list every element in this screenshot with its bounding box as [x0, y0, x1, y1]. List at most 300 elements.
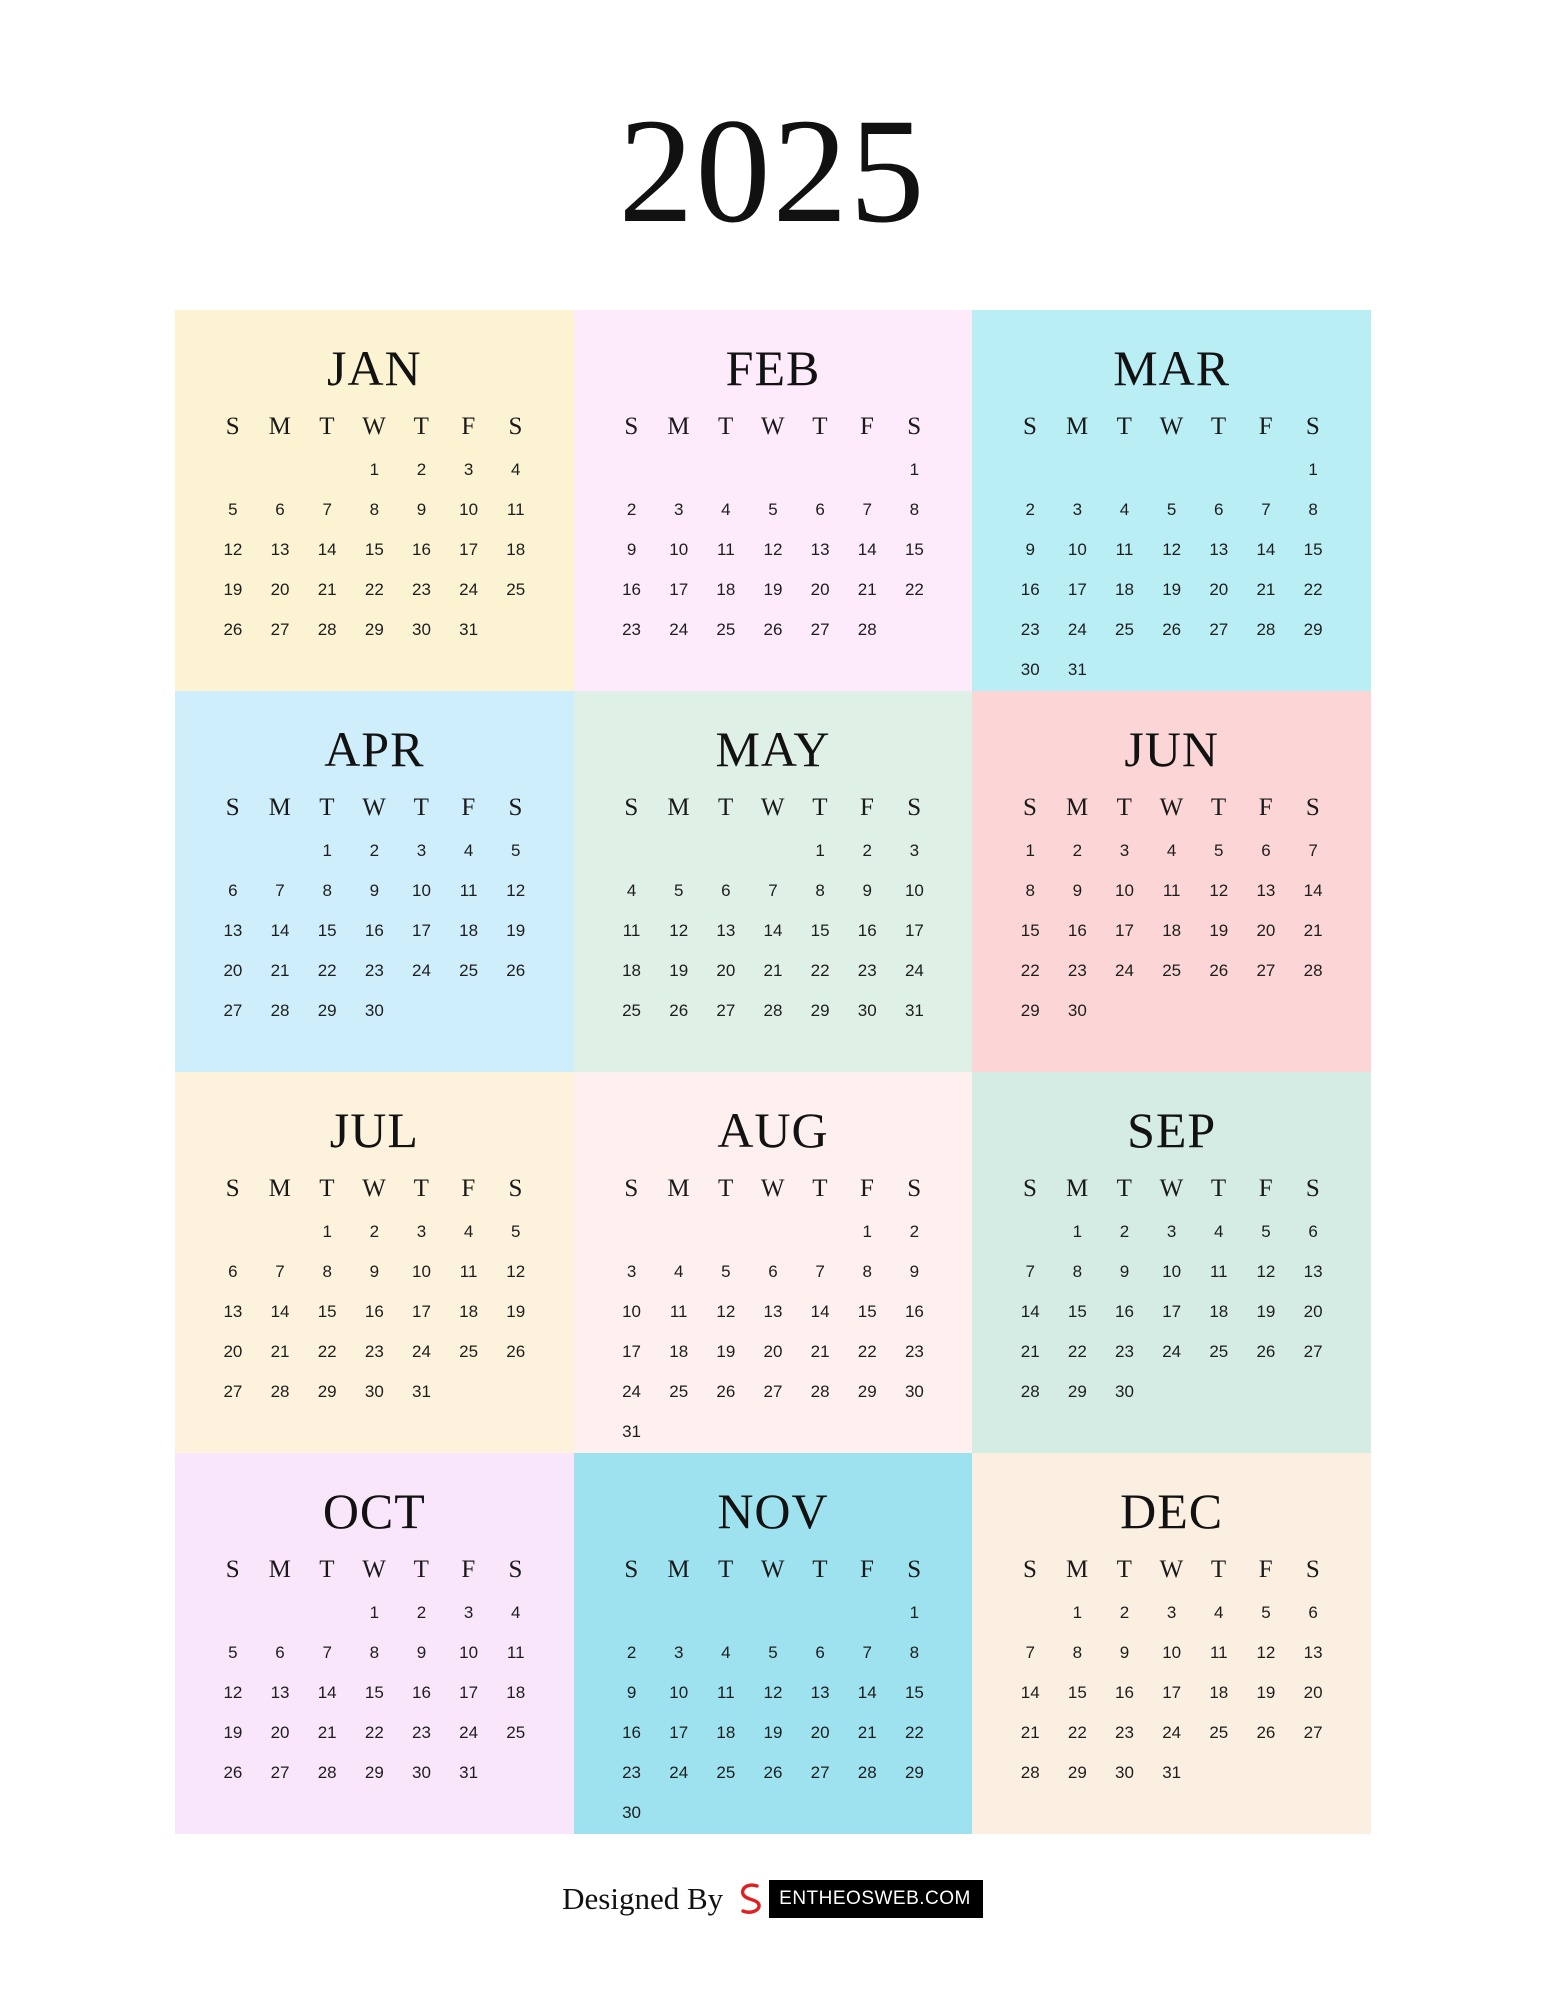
day-cell[interactable]: 28	[763, 1000, 783, 1020]
day-cell[interactable]: 4	[463, 840, 474, 860]
day-cell[interactable]: 25	[1209, 1341, 1229, 1361]
day-cell[interactable]: 16	[857, 920, 877, 940]
day-cell[interactable]: 10	[412, 1261, 431, 1281]
day-cell[interactable]: 30	[1067, 1000, 1087, 1020]
day-cell[interactable]: 7	[275, 1261, 285, 1281]
day-cell[interactable]: 22	[857, 1341, 877, 1361]
day-cell[interactable]: 9	[369, 1261, 380, 1281]
day-cell[interactable]: 29	[317, 1381, 337, 1401]
day-cell[interactable]: 16	[412, 539, 431, 559]
day-cell[interactable]: 17	[669, 1722, 689, 1742]
day-cell[interactable]: 14	[1020, 1682, 1040, 1702]
day-cell[interactable]: 28	[317, 1762, 337, 1782]
day-cell[interactable]: 4	[673, 1261, 684, 1281]
day-cell[interactable]: 15	[1020, 920, 1040, 940]
day-cell[interactable]: 1	[909, 459, 920, 479]
day-cell[interactable]: 16	[412, 1682, 431, 1702]
day-cell[interactable]: 24	[412, 960, 431, 980]
day-cell[interactable]: 3	[626, 1261, 637, 1281]
day-cell[interactable]: 12	[506, 880, 526, 900]
day-cell[interactable]: 14	[317, 1682, 337, 1702]
day-cell[interactable]: 29	[364, 1762, 384, 1782]
day-cell[interactable]: 8	[369, 499, 380, 519]
day-cell[interactable]: 9	[626, 539, 637, 559]
day-cell[interactable]: 8	[1025, 880, 1035, 900]
day-cell[interactable]: 11	[1115, 539, 1134, 559]
day-cell[interactable]: 9	[1025, 539, 1035, 559]
day-cell[interactable]: 17	[669, 579, 689, 599]
day-cell[interactable]: 6	[228, 1261, 238, 1281]
day-cell[interactable]: 13	[223, 920, 243, 940]
day-cell[interactable]: 24	[459, 579, 479, 599]
day-cell[interactable]: 20	[763, 1341, 783, 1361]
day-cell[interactable]: 24	[1115, 960, 1134, 980]
day-cell[interactable]: 30	[412, 619, 431, 639]
day-cell[interactable]: 14	[810, 1301, 830, 1321]
day-cell[interactable]: 28	[857, 1762, 877, 1782]
day-cell[interactable]: 30	[412, 1762, 431, 1782]
day-cell[interactable]: 3	[1166, 1221, 1177, 1241]
day-cell[interactable]: 17	[1067, 579, 1087, 599]
day-cell[interactable]: 27	[1303, 1341, 1323, 1361]
day-cell[interactable]: 20	[810, 1722, 830, 1742]
day-cell[interactable]: 25	[459, 960, 479, 980]
day-cell[interactable]: 21	[810, 1341, 830, 1361]
day-cell[interactable]: 7	[862, 1642, 872, 1662]
day-cell[interactable]: 23	[622, 619, 642, 639]
day-cell[interactable]: 27	[270, 619, 290, 639]
day-cell[interactable]: 8	[1308, 499, 1318, 519]
day-cell[interactable]: 29	[1020, 1000, 1040, 1020]
day-cell[interactable]: 27	[1303, 1722, 1323, 1742]
day-cell[interactable]: 10	[1162, 1261, 1182, 1281]
day-cell[interactable]: 21	[857, 1722, 877, 1742]
day-cell[interactable]: 3	[1166, 1602, 1177, 1622]
day-cell[interactable]: 7	[322, 499, 332, 519]
day-cell[interactable]: 11	[506, 499, 525, 519]
day-cell[interactable]: 24	[904, 960, 924, 980]
day-cell[interactable]: 3	[1119, 840, 1130, 860]
day-cell[interactable]: 5	[673, 880, 684, 900]
day-cell[interactable]: 23	[1067, 960, 1087, 980]
day-cell[interactable]: 29	[904, 1762, 924, 1782]
day-cell[interactable]: 16	[622, 579, 642, 599]
day-cell[interactable]: 31	[622, 1421, 642, 1441]
day-cell[interactable]: 11	[669, 1301, 688, 1321]
day-cell[interactable]: 26	[506, 1341, 526, 1361]
day-cell[interactable]: 11	[717, 1682, 735, 1702]
day-cell[interactable]: 19	[669, 960, 689, 980]
day-cell[interactable]: 15	[364, 539, 384, 559]
day-cell[interactable]: 21	[857, 579, 877, 599]
day-cell[interactable]: 7	[275, 880, 285, 900]
day-cell[interactable]: 17	[459, 539, 479, 559]
day-cell[interactable]: 19	[716, 1341, 736, 1361]
day-cell[interactable]: 6	[275, 499, 285, 519]
day-cell[interactable]: 14	[857, 539, 877, 559]
day-cell[interactable]: 12	[1162, 539, 1182, 559]
day-cell[interactable]: 13	[810, 1682, 830, 1702]
day-cell[interactable]: 14	[270, 1301, 290, 1321]
day-cell[interactable]: 8	[1072, 1642, 1083, 1662]
day-cell[interactable]: 5	[228, 1642, 238, 1662]
day-cell[interactable]: 31	[1162, 1762, 1182, 1782]
day-cell[interactable]: 24	[669, 619, 689, 639]
day-cell[interactable]: 7	[322, 1642, 332, 1662]
day-cell[interactable]: 5	[511, 1221, 521, 1241]
day-cell[interactable]: 9	[1072, 880, 1083, 900]
day-cell[interactable]: 13	[763, 1301, 783, 1321]
day-cell[interactable]: 8	[909, 1642, 920, 1662]
day-cell[interactable]: 3	[1072, 499, 1083, 519]
day-cell[interactable]: 22	[364, 1722, 384, 1742]
day-cell[interactable]: 23	[412, 1722, 431, 1742]
day-cell[interactable]: 1	[1072, 1221, 1083, 1241]
day-cell[interactable]: 7	[1025, 1261, 1035, 1281]
day-cell[interactable]: 5	[511, 840, 521, 860]
day-cell[interactable]: 20	[810, 579, 830, 599]
day-cell[interactable]: 3	[673, 1642, 684, 1662]
day-cell[interactable]: 14	[1020, 1301, 1040, 1321]
day-cell[interactable]: 3	[673, 499, 684, 519]
day-cell[interactable]: 12	[223, 539, 243, 559]
day-cell[interactable]: 26	[223, 1762, 243, 1782]
day-cell[interactable]: 13	[270, 1682, 290, 1702]
day-cell[interactable]: 21	[1020, 1341, 1040, 1361]
day-cell[interactable]: 11	[1162, 880, 1181, 900]
day-cell[interactable]: 2	[369, 1221, 380, 1241]
day-cell[interactable]: 26	[1209, 960, 1229, 980]
day-cell[interactable]: 29	[1067, 1381, 1087, 1401]
day-cell[interactable]: 16	[622, 1722, 642, 1742]
day-cell[interactable]: 2	[1025, 499, 1035, 519]
day-cell[interactable]: 7	[862, 499, 872, 519]
day-cell[interactable]: 14	[763, 920, 783, 940]
day-cell[interactable]: 18	[669, 1341, 689, 1361]
day-cell[interactable]: 13	[716, 920, 736, 940]
day-cell[interactable]: 28	[1256, 619, 1276, 639]
day-cell[interactable]: 17	[904, 920, 924, 940]
day-cell[interactable]: 4	[1214, 1221, 1224, 1241]
day-cell[interactable]: 26	[506, 960, 526, 980]
day-cell[interactable]: 22	[810, 960, 830, 980]
day-cell[interactable]: 25	[669, 1381, 689, 1401]
day-cell[interactable]: 20	[1303, 1682, 1323, 1702]
day-cell[interactable]: 12	[506, 1261, 526, 1281]
day-cell[interactable]: 22	[1020, 960, 1040, 980]
day-cell[interactable]: 30	[857, 1000, 877, 1020]
day-cell[interactable]: 31	[459, 619, 479, 639]
day-cell[interactable]: 1	[1072, 1602, 1083, 1622]
day-cell[interactable]: 30	[1115, 1762, 1134, 1782]
day-cell[interactable]: 24	[1067, 619, 1087, 639]
day-cell[interactable]: 17	[1115, 920, 1134, 940]
day-cell[interactable]: 25	[1115, 619, 1134, 639]
day-cell[interactable]: 13	[1209, 539, 1229, 559]
day-cell[interactable]: 27	[716, 1000, 736, 1020]
day-cell[interactable]: 18	[1115, 579, 1134, 599]
day-cell[interactable]: 21	[317, 579, 337, 599]
day-cell[interactable]: 28	[1020, 1381, 1040, 1401]
day-cell[interactable]: 13	[270, 539, 290, 559]
day-cell[interactable]: 22	[317, 960, 337, 980]
day-cell[interactable]: 25	[506, 579, 526, 599]
day-cell[interactable]: 17	[1162, 1301, 1182, 1321]
day-cell[interactable]: 16	[1115, 1682, 1134, 1702]
day-cell[interactable]: 1	[369, 459, 380, 479]
day-cell[interactable]: 11	[717, 539, 735, 559]
day-cell[interactable]: 23	[1020, 619, 1040, 639]
day-cell[interactable]: 18	[459, 920, 479, 940]
day-cell[interactable]: 20	[1256, 920, 1276, 940]
day-cell[interactable]: 24	[412, 1341, 431, 1361]
day-cell[interactable]: 2	[416, 1602, 427, 1622]
day-cell[interactable]: 18	[716, 1722, 736, 1742]
day-cell[interactable]: 21	[1303, 920, 1323, 940]
day-cell[interactable]: 26	[1162, 619, 1182, 639]
day-cell[interactable]: 14	[1256, 539, 1276, 559]
day-cell[interactable]: 10	[669, 539, 689, 559]
day-cell[interactable]: 14	[857, 1682, 877, 1702]
day-cell[interactable]: 17	[622, 1341, 642, 1361]
day-cell[interactable]: 31	[459, 1762, 479, 1782]
day-cell[interactable]: 31	[412, 1381, 431, 1401]
day-cell[interactable]: 18	[1209, 1682, 1229, 1702]
day-cell[interactable]: 18	[506, 1682, 526, 1702]
day-cell[interactable]: 6	[815, 499, 825, 519]
day-cell[interactable]: 5	[1261, 1602, 1271, 1622]
day-cell[interactable]: 3	[463, 1602, 474, 1622]
day-cell[interactable]: 27	[1209, 619, 1229, 639]
day-cell[interactable]: 23	[364, 1341, 384, 1361]
day-cell[interactable]: 2	[1119, 1221, 1130, 1241]
day-cell[interactable]: 21	[763, 960, 783, 980]
day-cell[interactable]: 27	[763, 1381, 783, 1401]
day-cell[interactable]: 17	[459, 1682, 479, 1702]
day-cell[interactable]: 25	[506, 1722, 526, 1742]
day-cell[interactable]: 10	[669, 1682, 689, 1702]
day-cell[interactable]: 17	[412, 920, 431, 940]
day-cell[interactable]: 20	[223, 960, 243, 980]
day-cell[interactable]: 11	[1209, 1642, 1228, 1662]
day-cell[interactable]: 8	[909, 499, 920, 519]
day-cell[interactable]: 28	[1303, 960, 1323, 980]
day-cell[interactable]: 21	[270, 960, 290, 980]
day-cell[interactable]: 19	[1209, 920, 1229, 940]
day-cell[interactable]: 25	[459, 1341, 479, 1361]
day-cell[interactable]: 2	[626, 499, 637, 519]
day-cell[interactable]: 12	[223, 1682, 243, 1702]
day-cell[interactable]: 4	[1214, 1602, 1224, 1622]
day-cell[interactable]: 8	[815, 880, 825, 900]
day-cell[interactable]: 29	[857, 1381, 877, 1401]
day-cell[interactable]: 3	[909, 840, 920, 860]
day-cell[interactable]: 31	[904, 1000, 924, 1020]
day-cell[interactable]: 4	[1166, 840, 1177, 860]
day-cell[interactable]: 20	[1303, 1301, 1323, 1321]
day-cell[interactable]: 23	[857, 960, 877, 980]
day-cell[interactable]: 6	[1308, 1221, 1318, 1241]
day-cell[interactable]: 15	[904, 1682, 924, 1702]
day-cell[interactable]: 19	[1256, 1301, 1276, 1321]
day-cell[interactable]: 25	[716, 1762, 736, 1782]
day-cell[interactable]: 1	[1025, 840, 1035, 860]
day-cell[interactable]: 12	[716, 1301, 736, 1321]
day-cell[interactable]: 4	[463, 1221, 474, 1241]
day-cell[interactable]: 5	[768, 1642, 778, 1662]
day-cell[interactable]: 29	[317, 1000, 337, 1020]
day-cell[interactable]: 15	[810, 920, 830, 940]
day-cell[interactable]: 12	[669, 920, 689, 940]
day-cell[interactable]: 20	[270, 1722, 290, 1742]
day-cell[interactable]: 18	[716, 579, 736, 599]
day-cell[interactable]: 9	[369, 880, 380, 900]
day-cell[interactable]: 5	[1214, 840, 1224, 860]
day-cell[interactable]: 11	[1209, 1261, 1228, 1281]
day-cell[interactable]: 22	[1303, 579, 1323, 599]
day-cell[interactable]: 27	[810, 1762, 830, 1782]
day-cell[interactable]: 10	[459, 1642, 479, 1662]
day-cell[interactable]: 16	[1115, 1301, 1134, 1321]
day-cell[interactable]: 10	[904, 880, 924, 900]
day-cell[interactable]: 12	[1256, 1261, 1276, 1281]
day-cell[interactable]: 24	[459, 1722, 479, 1742]
day-cell[interactable]: 10	[1067, 539, 1087, 559]
day-cell[interactable]: 23	[1115, 1341, 1134, 1361]
day-cell[interactable]: 5	[1166, 499, 1177, 519]
day-cell[interactable]: 10	[412, 880, 431, 900]
day-cell[interactable]: 30	[904, 1381, 924, 1401]
day-cell[interactable]: 29	[1067, 1762, 1087, 1782]
day-cell[interactable]: 30	[1020, 659, 1040, 679]
day-cell[interactable]: 16	[1020, 579, 1040, 599]
day-cell[interactable]: 28	[1020, 1762, 1040, 1782]
day-cell[interactable]: 8	[1072, 1261, 1083, 1281]
day-cell[interactable]: 12	[1256, 1642, 1276, 1662]
day-cell[interactable]: 13	[223, 1301, 243, 1321]
day-cell[interactable]: 7	[815, 1261, 825, 1281]
day-cell[interactable]: 24	[1162, 1722, 1182, 1742]
day-cell[interactable]: 1	[815, 840, 825, 860]
day-cell[interactable]: 1	[322, 1221, 332, 1241]
day-cell[interactable]: 28	[270, 1381, 290, 1401]
day-cell[interactable]: 4	[626, 880, 637, 900]
day-cell[interactable]: 2	[626, 1642, 637, 1662]
day-cell[interactable]: 27	[223, 1381, 243, 1401]
day-cell[interactable]: 22	[317, 1341, 337, 1361]
day-cell[interactable]: 8	[862, 1261, 872, 1281]
day-cell[interactable]: 26	[716, 1381, 736, 1401]
day-cell[interactable]: 2	[369, 840, 380, 860]
day-cell[interactable]: 30	[1115, 1381, 1134, 1401]
day-cell[interactable]: 30	[364, 1381, 384, 1401]
day-cell[interactable]: 27	[810, 619, 830, 639]
day-cell[interactable]: 18	[459, 1301, 479, 1321]
day-cell[interactable]: 21	[270, 1341, 290, 1361]
day-cell[interactable]: 11	[459, 1261, 478, 1281]
day-cell[interactable]: 26	[223, 619, 243, 639]
day-cell[interactable]: 14	[1303, 880, 1323, 900]
day-cell[interactable]: 11	[622, 920, 641, 940]
day-cell[interactable]: 22	[1067, 1722, 1087, 1742]
day-cell[interactable]: 5	[721, 1261, 731, 1281]
day-cell[interactable]: 21	[317, 1722, 337, 1742]
day-cell[interactable]: 4	[511, 1602, 521, 1622]
day-cell[interactable]: 18	[622, 960, 642, 980]
day-cell[interactable]: 16	[1067, 920, 1087, 940]
day-cell[interactable]: 1	[369, 1602, 380, 1622]
day-cell[interactable]: 5	[1261, 1221, 1271, 1241]
day-cell[interactable]: 8	[322, 880, 332, 900]
day-cell[interactable]: 3	[463, 459, 474, 479]
day-cell[interactable]: 15	[317, 1301, 337, 1321]
day-cell[interactable]: 16	[904, 1301, 924, 1321]
day-cell[interactable]: 18	[506, 539, 526, 559]
day-cell[interactable]: 9	[1119, 1261, 1130, 1281]
day-cell[interactable]: 13	[1303, 1642, 1323, 1662]
day-cell[interactable]: 26	[1256, 1722, 1276, 1742]
day-cell[interactable]: 7	[1308, 840, 1318, 860]
day-cell[interactable]: 8	[322, 1261, 332, 1281]
day-cell[interactable]: 19	[763, 1722, 783, 1742]
day-cell[interactable]: 29	[364, 619, 384, 639]
day-cell[interactable]: 22	[364, 579, 384, 599]
day-cell[interactable]: 26	[763, 619, 783, 639]
day-cell[interactable]: 19	[223, 1722, 243, 1742]
day-cell[interactable]: 15	[317, 920, 337, 940]
day-cell[interactable]: 1	[909, 1602, 920, 1622]
day-cell[interactable]: 20	[270, 579, 290, 599]
day-cell[interactable]: 12	[763, 539, 783, 559]
day-cell[interactable]: 18	[1162, 920, 1182, 940]
day-cell[interactable]: 22	[904, 1722, 924, 1742]
day-cell[interactable]: 16	[364, 1301, 384, 1321]
day-cell[interactable]: 6	[768, 1261, 778, 1281]
day-cell[interactable]: 9	[416, 1642, 427, 1662]
day-cell[interactable]: 27	[270, 1762, 290, 1782]
day-cell[interactable]: 22	[1067, 1341, 1087, 1361]
day-cell[interactable]: 20	[1209, 579, 1229, 599]
day-cell[interactable]: 26	[669, 1000, 689, 1020]
day-cell[interactable]: 12	[763, 1682, 783, 1702]
day-cell[interactable]: 5	[768, 499, 778, 519]
day-cell[interactable]: 30	[364, 1000, 384, 1020]
day-cell[interactable]: 6	[1214, 499, 1224, 519]
day-cell[interactable]: 11	[506, 1642, 525, 1662]
day-cell[interactable]: 18	[1209, 1301, 1229, 1321]
day-cell[interactable]: 10	[1115, 880, 1134, 900]
day-cell[interactable]: 26	[1256, 1341, 1276, 1361]
day-cell[interactable]: 6	[275, 1642, 285, 1662]
day-cell[interactable]: 6	[228, 880, 238, 900]
day-cell[interactable]: 6	[721, 880, 731, 900]
day-cell[interactable]: 2	[909, 1221, 920, 1241]
day-cell[interactable]: 25	[1209, 1722, 1229, 1742]
day-cell[interactable]: 3	[416, 840, 427, 860]
day-cell[interactable]: 26	[763, 1762, 783, 1782]
day-cell[interactable]: 1	[1308, 459, 1318, 479]
day-cell[interactable]: 9	[1119, 1642, 1130, 1662]
day-cell[interactable]: 19	[1256, 1682, 1276, 1702]
day-cell[interactable]: 17	[1162, 1682, 1182, 1702]
day-cell[interactable]: 13	[1256, 880, 1276, 900]
day-cell[interactable]: 15	[1303, 539, 1323, 559]
day-cell[interactable]: 10	[622, 1301, 642, 1321]
day-cell[interactable]: 6	[1308, 1602, 1318, 1622]
day-cell[interactable]: 24	[669, 1762, 689, 1782]
day-cell[interactable]: 25	[1162, 960, 1182, 980]
day-cell[interactable]: 15	[904, 539, 924, 559]
